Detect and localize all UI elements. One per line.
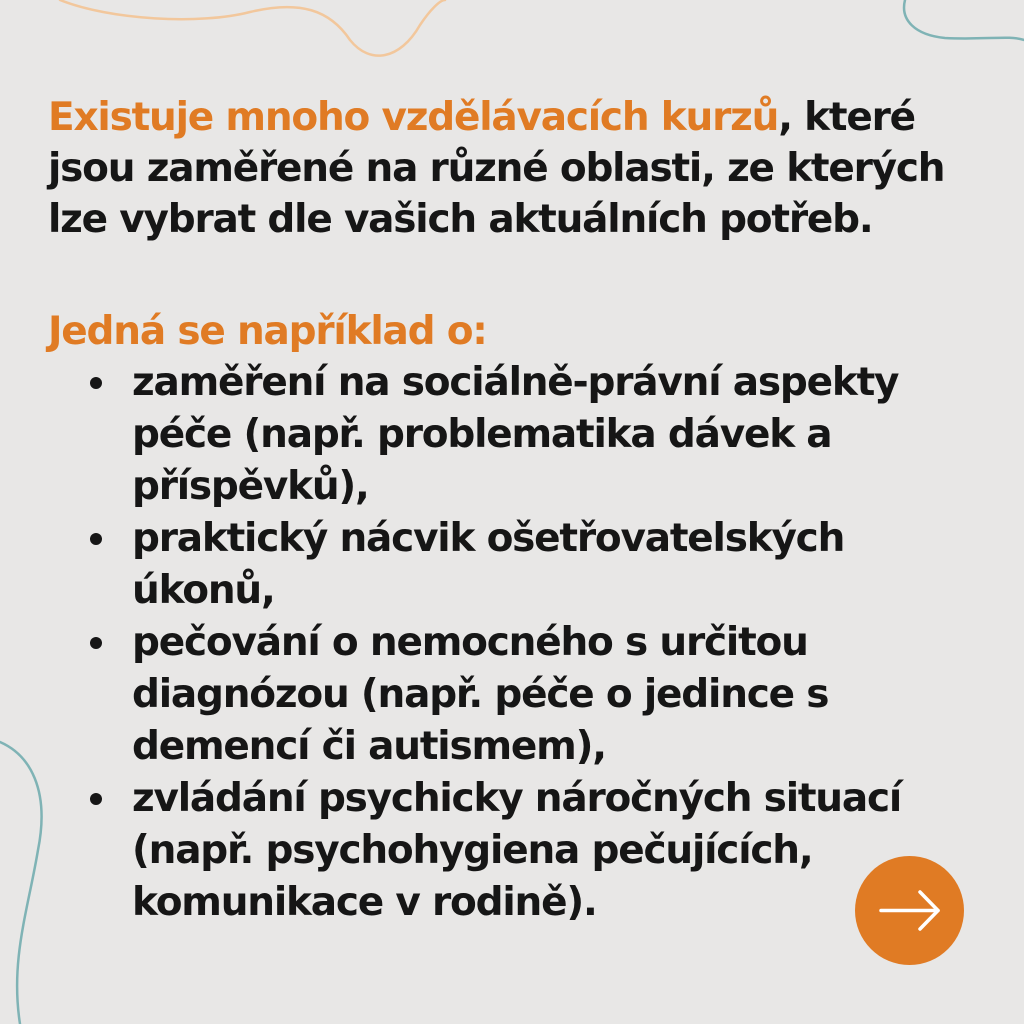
course-list (90, 357, 970, 929)
bullet-icon (90, 637, 102, 649)
list-item (90, 617, 970, 773)
list-item (90, 513, 970, 617)
list-item (90, 773, 970, 929)
list-item-text: praktický nácvik ošetřovatelských úkonů, (132, 516, 845, 613)
bullet-icon (90, 793, 102, 805)
intro-highlight: Existuje mnoho vzdělávacích kurzů (48, 95, 779, 140)
list-item-text: pečování o nemocného s určitou diagnózou (např. péče o jedince s demencí či autismem), (132, 620, 829, 769)
next-button[interactable] (855, 856, 964, 965)
list-item-text: zvládání psychicky náročných situací (např. psychohygiena pečujících, komunikace v rodině). (132, 776, 902, 925)
bullet-icon (90, 533, 102, 545)
list-item (90, 357, 970, 513)
peach-squiggle (60, 0, 445, 56)
list-item-text: zaměření na sociálně-právní aspekty péče (např. problematika dávek a příspěvků), (132, 360, 899, 509)
teal-squiggle-top-right (904, 0, 1024, 40)
teal-squiggle-left (0, 742, 42, 1024)
bullet-icon (90, 377, 102, 389)
intro-paragraph (48, 92, 988, 245)
intro-rest: , které jsou zaměřené na různé oblasti, ze kterých lze vybrat dle vašich aktuálních potřeb. (48, 95, 945, 242)
arrow-right-icon (855, 856, 964, 965)
list-heading: Jedná se například o: (48, 309, 487, 354)
